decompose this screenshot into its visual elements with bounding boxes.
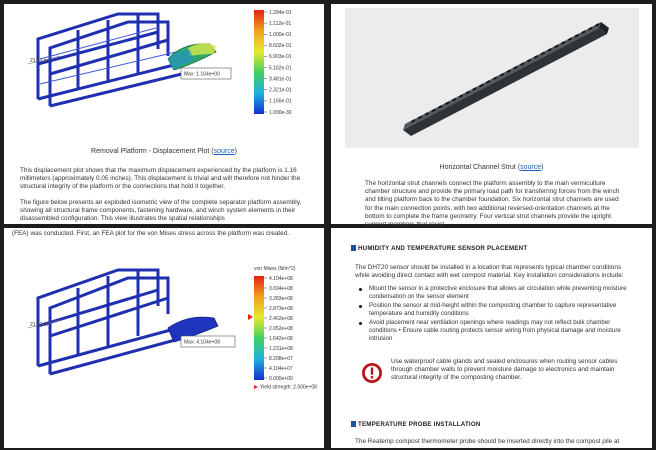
- legend-tick-label: 1.000e-30: [269, 109, 292, 116]
- max-probe-label: Max: 4.104e+08: [184, 339, 220, 346]
- source-link[interactable]: source: [520, 164, 542, 171]
- legend-tick-label: 1.165e-01: [269, 98, 292, 105]
- section-heading-temperature-probe: TEMPERATURE PROBE INSTALLATION: [351, 421, 481, 428]
- displacement-plot-image: [18, 4, 310, 126]
- legend-tick-label: 4.104e+07: [269, 365, 293, 372]
- legend-title: von Mises (N/m^2): [254, 266, 296, 272]
- source-link[interactable]: source: [213, 148, 235, 155]
- paragraph-displacement: This displacement plot shows that the maximum displacement experienced by the platform is 1.16 millimeters (approximately 0.05 inches). This displacement is trivial and will therefore not hinder the structural integrity of the platform or the connections that hold it together.: [20, 167, 301, 191]
- legend-tick-label: 1.112e-01: [269, 20, 292, 27]
- legend-tick-label: 6.903e-01: [269, 54, 292, 61]
- document-page-strut: [331, 4, 652, 229]
- legend-tick-label: 1.284e-01: [269, 9, 292, 16]
- legend-tick-label: 8.602e-01: [269, 43, 292, 50]
- heading-marker-icon: [351, 245, 356, 251]
- figure-caption-displacement: Removal Platform - Displacement Plot (source): [91, 148, 237, 155]
- warning-icon: [361, 362, 383, 384]
- yield-strength-label: Yield strength: 2.500e+08: [260, 384, 317, 391]
- legend-tick-label: 2.321e-01: [269, 87, 292, 94]
- warning-note: Use waterproof cable glands and sealed enclosures when routing sensor cables through chamber walls to prevent moisture damage to electronics and maintain structural integrity of the composting chamber.: [391, 358, 618, 382]
- heading-marker-icon: [351, 421, 356, 427]
- paragraph-exploded-view: The figure below presents an exploded isometric view of the complete separator platform assembly, showing all structural frame components, fastening hardware, and winch system elements in their disassembled configuration. This view illustrates the spatial relationships: [20, 199, 302, 223]
- dimension-label: 21.21 in: [30, 322, 48, 328]
- legend-tick-label: 1.642e+08: [269, 335, 293, 342]
- legend-tick-label: 3.694e+08: [269, 285, 293, 292]
- legend-tick-label: 5.162e-01: [269, 65, 292, 72]
- legend-tick-label: 2.873e+08: [269, 305, 293, 312]
- strut-channel-image: [345, 8, 639, 148]
- von-mises-plot-image: [18, 256, 317, 391]
- legend-tick-label: 1.000e-01: [269, 32, 292, 39]
- installation-bullet-list: [355, 285, 627, 344]
- paragraph-reatemp: The Reatemp compost thermometer probe should be inserted directly into the compost pile at: [355, 438, 620, 445]
- section-heading-humidity: HUMIDITY AND TEMPERATURE SENSOR PLACEMENT: [351, 245, 527, 252]
- document-page-sensor-placement: [331, 228, 652, 448]
- dimension-label: 21.21 in: [30, 58, 48, 64]
- list-item: Mount the sensor in a protective enclosure that allows air circulation while preventing moisture condensation on the sensor element: [355, 285, 627, 301]
- legend-tick-label: 8.208e+07: [269, 355, 293, 362]
- document-page-von-mises: [4, 228, 324, 448]
- legend-tick-label: 3.283e+08: [269, 295, 293, 302]
- paragraph-fea-intro: (FEA) was conducted. First, an FEA plot for the von Mises stress across the platform was created.: [12, 230, 290, 237]
- document-page-displacement: [4, 4, 324, 224]
- paragraph-dht20-intro: The DHT20 sensor should be installed in a location that represents typical chamber conditions while avoiding direct contact with wet compost material. Key installation considerations include:: [355, 264, 624, 280]
- legend-tick-label: 3.481e-01: [269, 76, 292, 83]
- legend-tick-label: 2.462e+08: [269, 315, 293, 322]
- legend-tick-label: 4.104e+08: [269, 275, 293, 282]
- paragraph-strut-channels: The horizontal strut channels connect the platform assembly to the main vermiculture chamber structure and provide the primary load path for transferring forces from the winch and tilting platform back to the chamber foundation. Six horizontal strut channels are used for the main connection points, with two additional reversed-orientation channels at the bottom to complete the frame geometry. Four vertical strut channels provide the upright support members that resist: [365, 180, 620, 229]
- max-probe-label: Max: 1.164e+00: [184, 71, 220, 78]
- legend-tick-label: 0.000e+00: [269, 375, 293, 382]
- list-item: Position the sensor at mid-height within the composting chamber to capture representative temperature and humidity conditions: [355, 302, 627, 318]
- legend-tick-label: 2.052e+08: [269, 325, 293, 332]
- list-item: Avoid placement near ventilation openings where readings may not reflect bulk chamber conditions • Ensure cable routing protects sensor wiring from physical damage and moisture intrusion: [355, 319, 627, 343]
- legend-tick-label: 1.231e+08: [269, 345, 293, 352]
- figure-caption-strut: Horizontal Channel Strut (source): [439, 164, 544, 171]
